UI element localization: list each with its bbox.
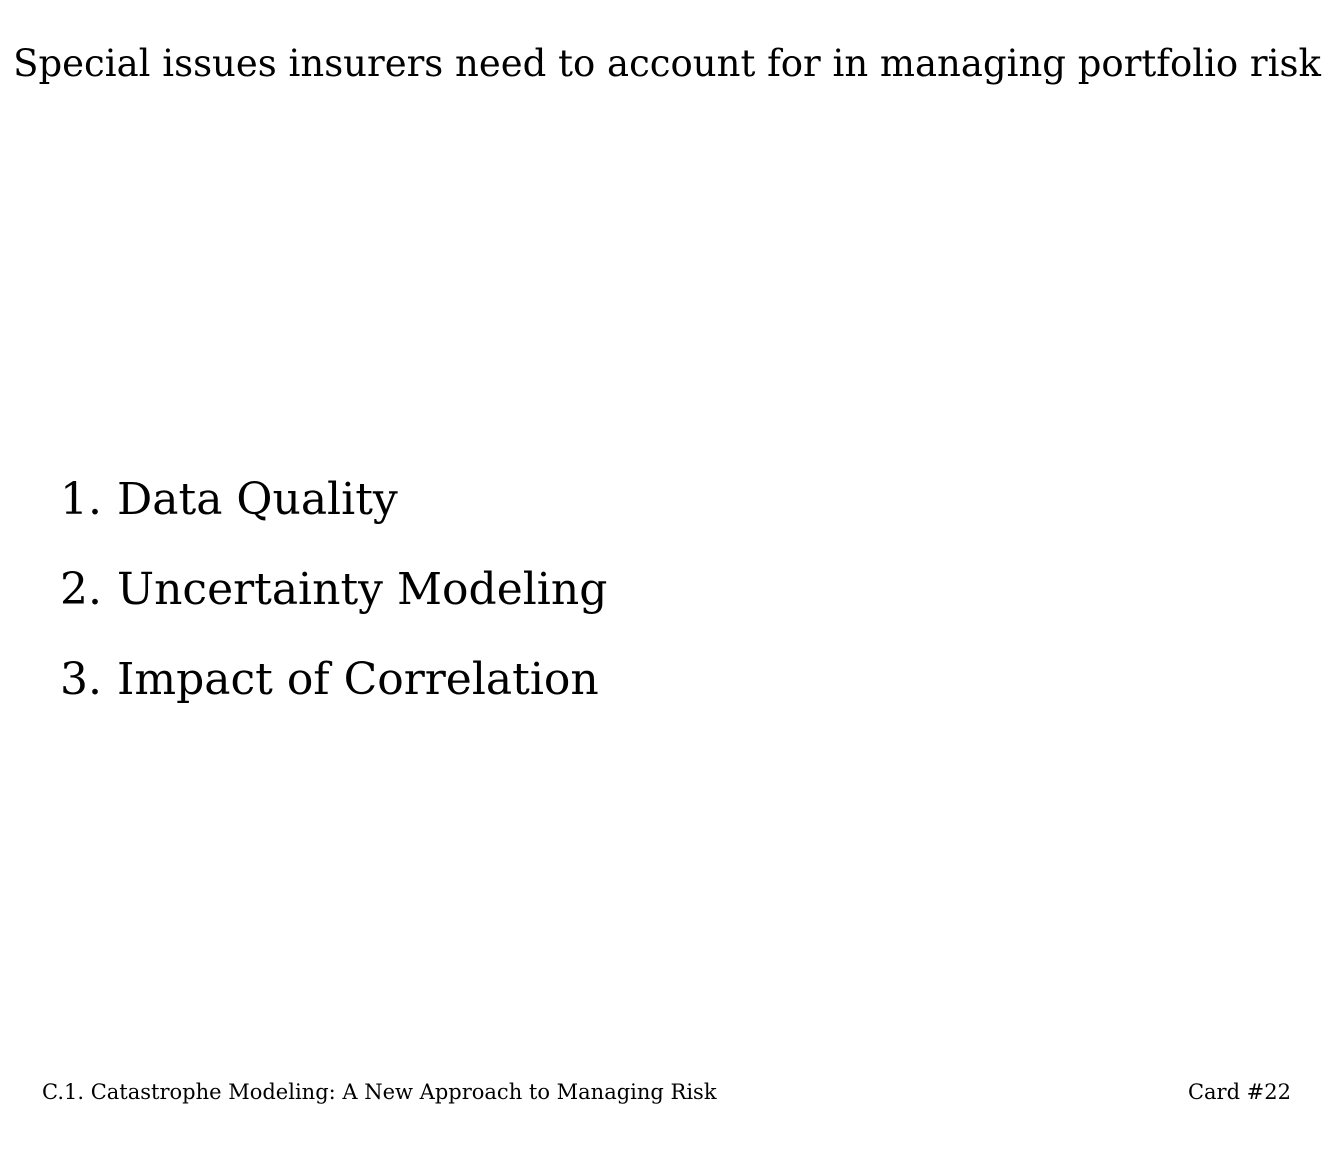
footer-card-number: Card #22: [1187, 1080, 1291, 1104]
list-item: [60, 472, 607, 528]
list-item-text: Data Quality: [117, 474, 398, 525]
footer-source: C.1. Catastrophe Modeling: A New Approach to Managing Risk: [42, 1080, 717, 1104]
list-item-number: 1.: [60, 474, 102, 525]
list-item: [60, 652, 607, 708]
card-title: Special issues insurers need to account for in managing portfolio risk: [13, 42, 1321, 85]
list-item-text: Uncertainty Modeling: [117, 564, 608, 615]
list-item-text: Impact of Correlation: [117, 654, 599, 705]
list-item-number: 3.: [60, 654, 102, 705]
list-item: [60, 562, 607, 618]
list-item-number: 2.: [60, 564, 102, 615]
issues-list: [60, 472, 607, 742]
